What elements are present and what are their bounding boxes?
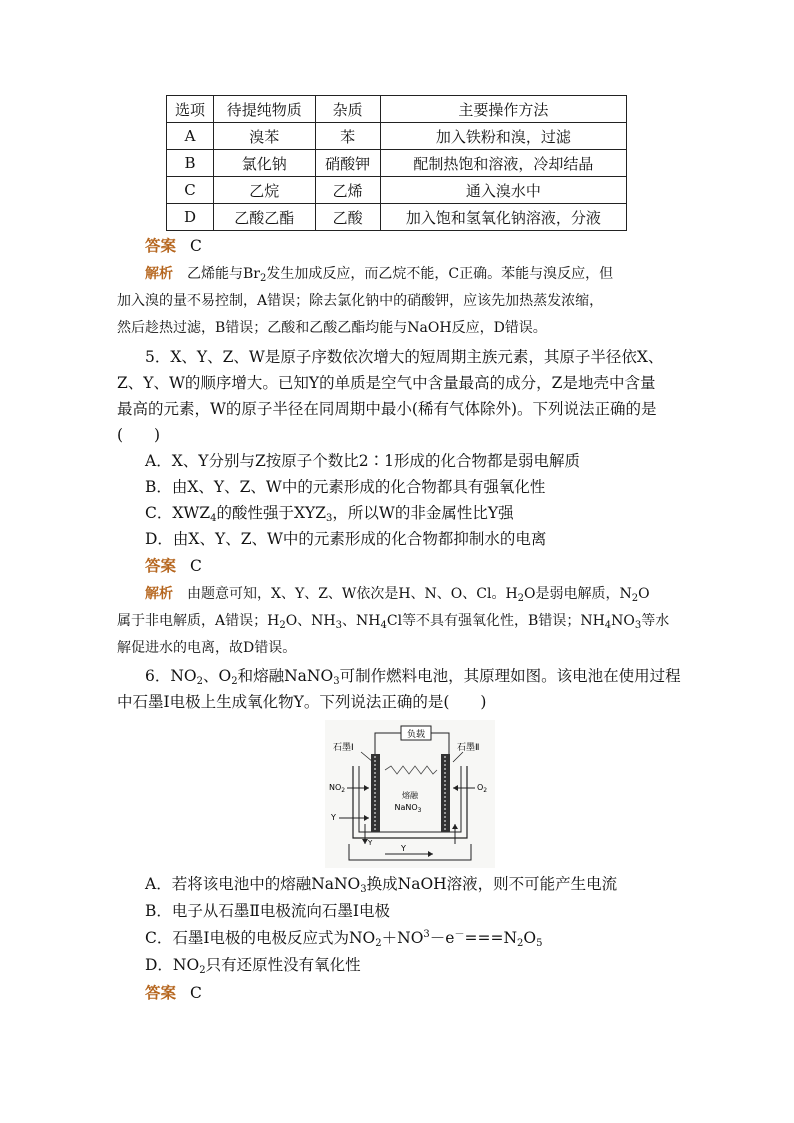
table-header: 待提纯物质 bbox=[214, 96, 315, 123]
table-cell: D bbox=[167, 204, 214, 231]
subscript: 2 bbox=[631, 593, 639, 604]
text: 属于非电解质，A错误；H bbox=[117, 613, 280, 629]
text: O是弱电解质，N bbox=[524, 586, 632, 602]
subscript: 2 bbox=[231, 676, 238, 687]
text: ＋NO bbox=[381, 929, 424, 947]
text: 的酸性强于XYZ bbox=[216, 504, 327, 522]
subscript: 4 bbox=[604, 620, 612, 631]
table-cell: 配制热饱和溶液，冷却结晶 bbox=[380, 150, 626, 177]
text: NO bbox=[611, 613, 635, 629]
subscript: 3 bbox=[634, 620, 642, 631]
q4-analysis-line: 加入溴的量不易控制，A错误；除去氯化钠中的硝酸钾，应该先加热蒸发浓缩， bbox=[117, 293, 604, 309]
options-table bbox=[166, 95, 627, 231]
answer-value: C bbox=[190, 557, 202, 575]
table-cell: 氯化钠 bbox=[214, 150, 315, 177]
q6-option-a bbox=[145, 874, 617, 894]
subscript: 5 bbox=[536, 938, 543, 949]
q5-option-a: A．X、Y分别与Z按原子个数比2∶1形成的化合物都是弱电解质 bbox=[145, 452, 580, 470]
melt-formula-text: NaNO bbox=[394, 803, 418, 812]
subscript: 2 bbox=[196, 676, 204, 687]
text: ，所以W的非金属性比Y强 bbox=[332, 504, 514, 522]
q5-analysis-line: 解促进水的电离，故D错误。 bbox=[117, 640, 297, 656]
text: C．XWZ bbox=[145, 504, 211, 522]
text: Cl等不具有强氧化性，B错误；NH bbox=[386, 613, 605, 629]
subscript: 2 bbox=[517, 938, 524, 949]
text: 发生加成反应，而乙烷不能，C正确。苯能与溴反应，但 bbox=[266, 266, 614, 282]
text: 和熔融NaNO bbox=[237, 667, 334, 685]
subscript: 2 bbox=[517, 593, 525, 604]
q5-analysis-line bbox=[117, 611, 669, 631]
q6-stem bbox=[145, 666, 681, 686]
analysis-label: 解析 bbox=[145, 586, 173, 602]
table-cell: 乙烯 bbox=[315, 177, 380, 204]
text: O bbox=[523, 929, 537, 947]
table-cell: 溴苯 bbox=[214, 123, 315, 150]
q4-answer-line bbox=[145, 236, 202, 256]
q5-stem: Z、Y、W的顺序增大。已知Y的单质是空气中含量最高的成分，Z是地壳中含量 bbox=[117, 374, 656, 392]
subscript: 3 bbox=[360, 884, 367, 895]
superscript: 3 bbox=[423, 929, 430, 940]
answer-value: C bbox=[190, 984, 202, 1002]
q6-stem: 中石墨Ⅰ电极上生成氧化物Y。下列说法正确的是( ) bbox=[117, 693, 487, 711]
text: C．石墨Ⅰ电极的电极反应式为NO bbox=[145, 929, 376, 947]
left-electrode-label: 石墨Ⅰ bbox=[333, 743, 354, 753]
subscript: 3 bbox=[333, 676, 340, 687]
answer-value: C bbox=[190, 237, 202, 255]
q5-option-d: D．由X、Y、Z、W中的元素形成的化合物都抑制水的电离 bbox=[145, 530, 547, 548]
table-cell: 通入溴水中 bbox=[380, 177, 626, 204]
text: 6．NO bbox=[145, 667, 197, 685]
table-cell: B bbox=[167, 150, 214, 177]
o2-sub: 2 bbox=[483, 787, 488, 794]
q6-option-c bbox=[145, 928, 542, 948]
table-header: 主要操作方法 bbox=[380, 96, 626, 123]
table-cell: 加入铁粉和溴，过滤 bbox=[380, 123, 626, 150]
text: 乙烯能与Br bbox=[187, 266, 260, 282]
y-label-flow: Y bbox=[401, 844, 406, 853]
answer-label: 答案 bbox=[145, 556, 177, 575]
table-header-row bbox=[167, 96, 627, 123]
text: ===N bbox=[464, 929, 518, 947]
text: O bbox=[638, 586, 650, 602]
text: 、O bbox=[203, 667, 232, 685]
subscript: 2 bbox=[375, 938, 382, 949]
q4-analysis-line: 然后趁热过滤，B错误；乙酸和乙酸乙酯均能与NaOH反应，D错误。 bbox=[117, 320, 547, 336]
table-cell: 乙酸乙酯 bbox=[214, 204, 315, 231]
text: D．NO bbox=[145, 956, 200, 974]
text: 可制作燃料电池，其原理如图。该电池在使用过程 bbox=[339, 667, 681, 685]
table-cell: 乙烷 bbox=[214, 177, 315, 204]
text: O、NH bbox=[285, 613, 336, 629]
text: 换成NaOH溶液，则不可能产生电流 bbox=[366, 875, 618, 893]
no2-text: NO bbox=[329, 783, 342, 792]
table-row bbox=[167, 177, 627, 204]
table-cell: C bbox=[167, 177, 214, 204]
q5-option-c bbox=[145, 503, 514, 523]
table-row bbox=[167, 123, 627, 150]
subscript: 2 bbox=[199, 965, 206, 976]
q5-stem: 最高的元素，W的原子半径在同周期中最小(稀有气体除外)。下列说法正确的是 bbox=[117, 400, 657, 418]
text: 只有还原性没有氧化性 bbox=[205, 956, 361, 974]
text: －e bbox=[429, 929, 455, 947]
y-label: Y bbox=[331, 813, 336, 822]
answer-label: 答案 bbox=[145, 236, 177, 255]
table-header: 杂质 bbox=[315, 96, 380, 123]
text: 由题意可知，X、Y、Z、W依次是H、N、O、Cl。H bbox=[187, 586, 518, 602]
table-cell: 加入饱和氢氧化钠溶液，分液 bbox=[380, 204, 626, 231]
subscript: 3 bbox=[335, 620, 343, 631]
q5-analysis-line bbox=[145, 584, 650, 604]
table-cell: A bbox=[167, 123, 214, 150]
o2-text: O bbox=[477, 783, 484, 792]
q5-answer-line bbox=[145, 556, 202, 576]
table-cell: 苯 bbox=[315, 123, 380, 150]
fuel-cell-svg bbox=[325, 720, 495, 868]
table-cell: 硝酸钾 bbox=[315, 150, 380, 177]
q6-option-b: B．电子从石墨Ⅱ电极流向石墨Ⅰ电极 bbox=[145, 902, 391, 920]
q6-answer-line bbox=[145, 983, 202, 1003]
superscript: － bbox=[454, 929, 465, 940]
table-header: 选项 bbox=[167, 96, 214, 123]
load-label: 负载 bbox=[406, 730, 426, 740]
subscript: 3 bbox=[326, 513, 333, 524]
q5-stem: ( ) bbox=[117, 426, 161, 444]
table-row bbox=[167, 150, 627, 177]
q5-stem: 5．X、Y、Z、W是原子序数依次增大的短周期主族元素，其原子半径依X、 bbox=[145, 348, 664, 366]
analysis-label: 解析 bbox=[145, 266, 173, 282]
subscript: 2 bbox=[279, 620, 286, 631]
subscript: 4 bbox=[210, 513, 217, 524]
right-electrode-label: 石墨Ⅱ bbox=[457, 743, 480, 753]
q4-analysis-line bbox=[145, 264, 613, 284]
q5-option-b: B．由X、Y、Z、W中的元素形成的化合物都具有强氧化性 bbox=[145, 478, 546, 496]
melt-formula-sub: 3 bbox=[417, 807, 422, 814]
subscript: 2 bbox=[259, 273, 267, 284]
fuel-cell-diagram bbox=[325, 720, 495, 868]
answer-label: 答案 bbox=[145, 983, 177, 1002]
melt-label: 熔融 bbox=[402, 791, 418, 800]
q6-option-d bbox=[145, 955, 361, 975]
subscript: 4 bbox=[380, 620, 387, 631]
y-label-bottom: Y bbox=[368, 839, 373, 847]
table-row bbox=[167, 204, 627, 231]
table-cell: 乙酸 bbox=[315, 204, 380, 231]
no2-sub: 2 bbox=[341, 787, 346, 794]
text: A．若将该电池中的熔融NaNO bbox=[145, 875, 361, 893]
text: 、NH bbox=[342, 613, 381, 629]
text: 等水 bbox=[641, 613, 670, 629]
